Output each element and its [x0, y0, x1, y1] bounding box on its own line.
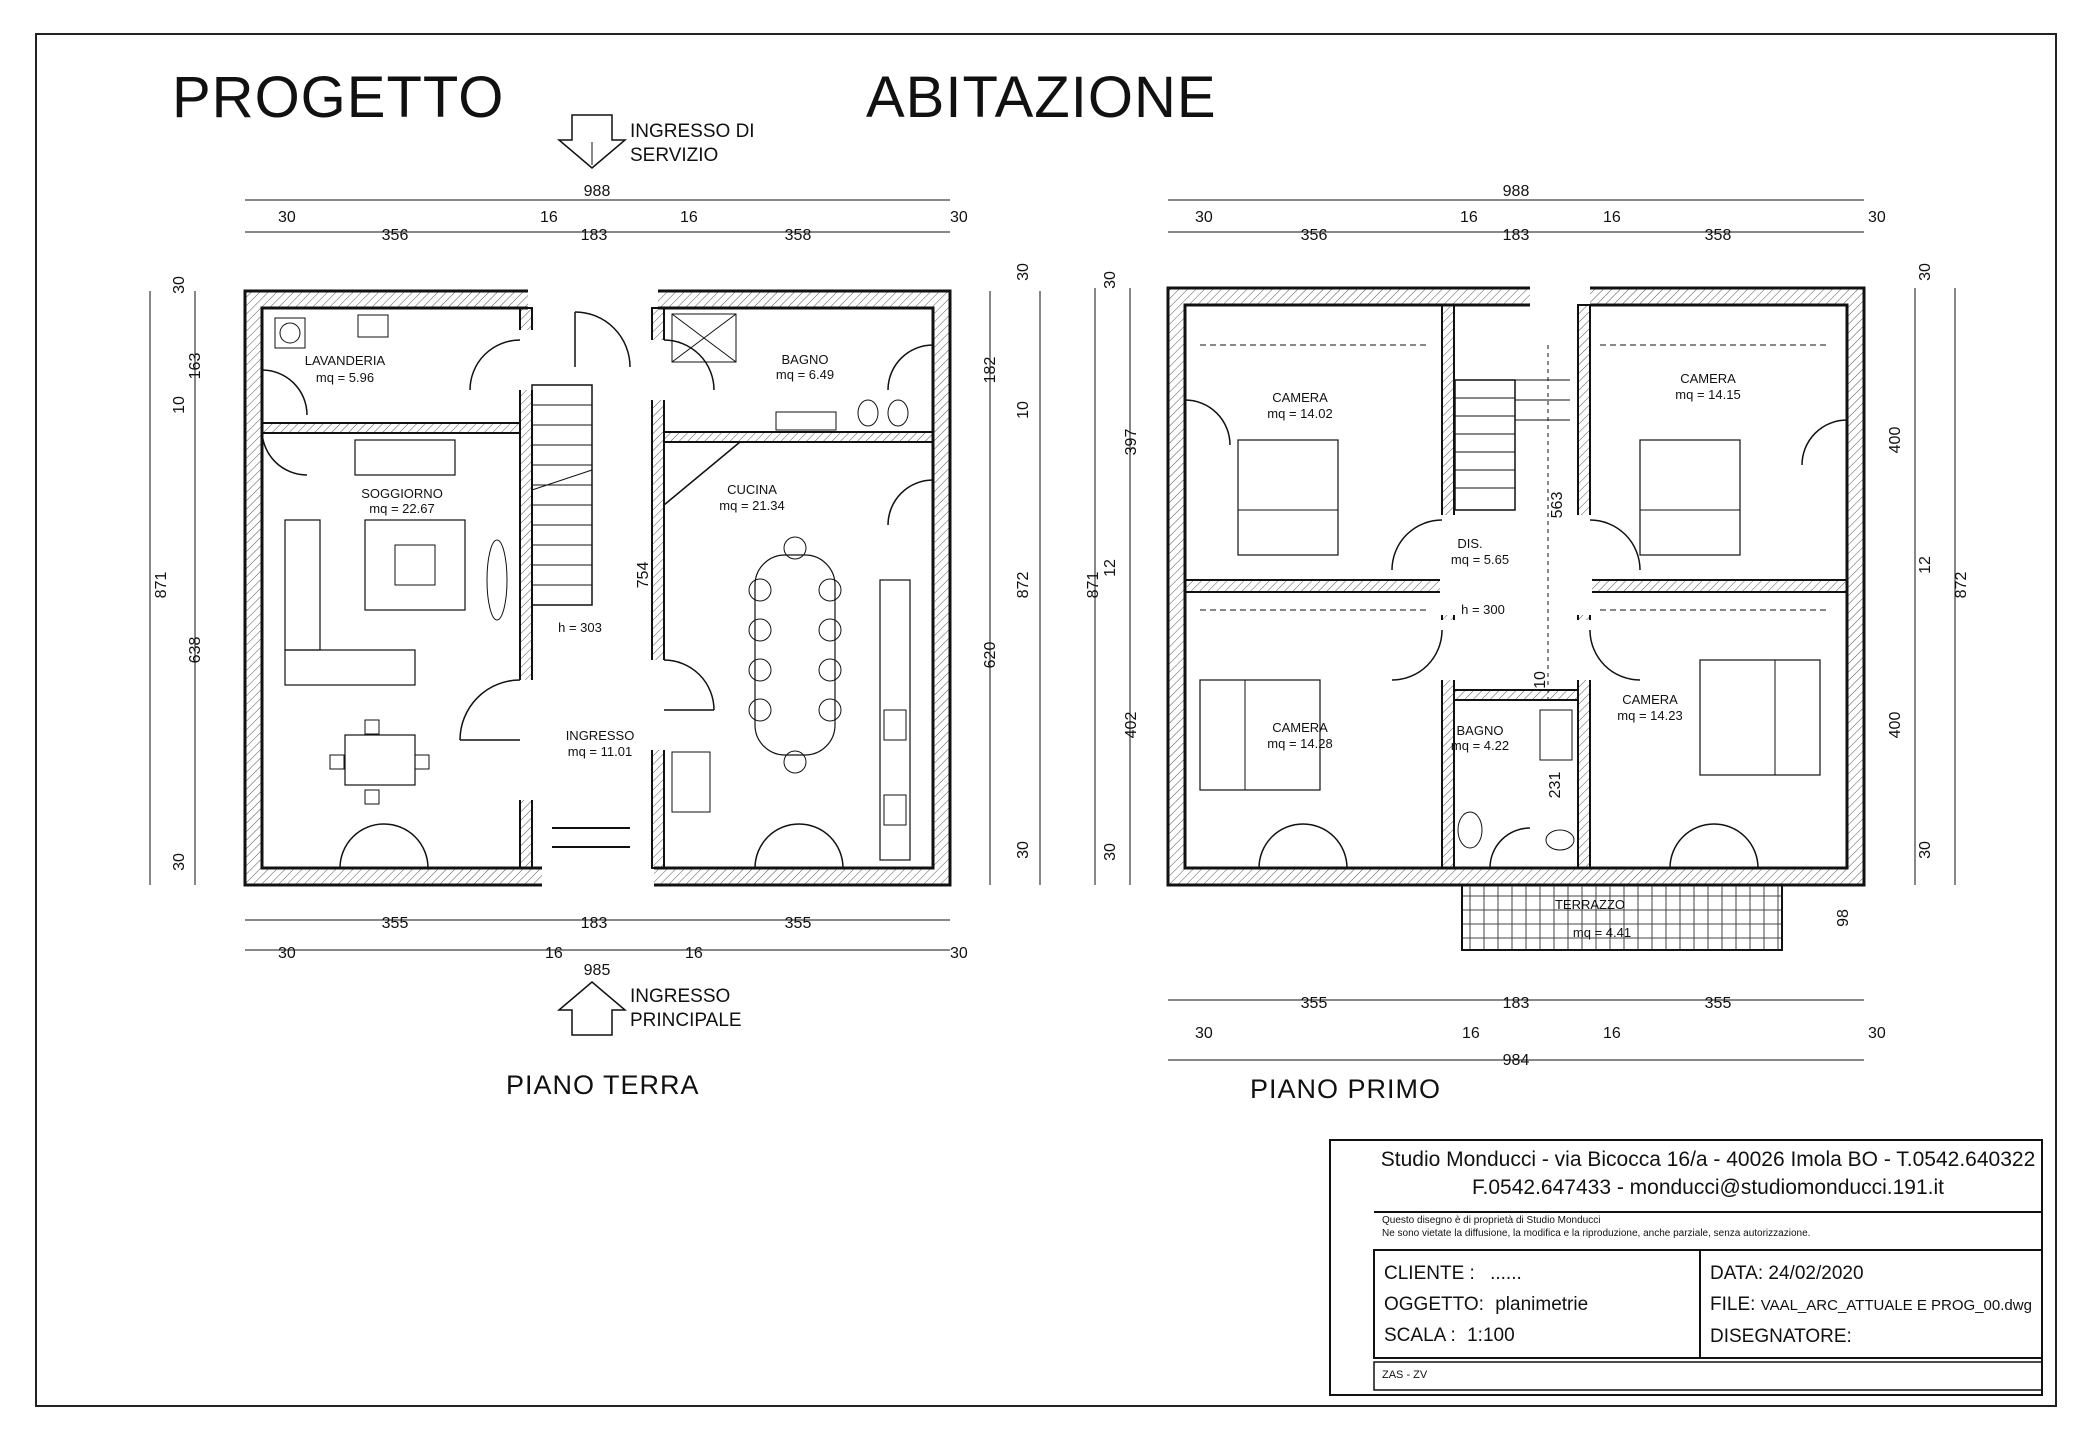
dim-top: 16 [540, 209, 558, 226]
dim-right: 620 [982, 641, 999, 669]
room-area-soggiorno: mq = 22.67 [369, 501, 435, 516]
dim-top: 358 [1704, 227, 1732, 244]
room-name-terrazzo: TERRAZZO [1554, 897, 1626, 912]
dim-left: 30 [1102, 271, 1119, 289]
cliente-label: CLIENTE : [1384, 1263, 1475, 1284]
title-block-right [1710, 1258, 2032, 1352]
room-area-camera: mq = 14.15 [1675, 387, 1741, 402]
disegnatore-label: DISEGNATORE: [1710, 1326, 1852, 1347]
dim-right-total: 872 [1015, 571, 1032, 599]
dim-bottom-small: 16 [545, 945, 563, 962]
data-label: DATA: [1710, 1263, 1764, 1284]
dim-right: 10 [1015, 401, 1032, 419]
room-area-bagno: mq = 4.22 [1450, 738, 1510, 753]
dim-top: 183 [1502, 227, 1530, 244]
dim-left: 30 [171, 853, 188, 871]
scala-label: SCALA : [1384, 1325, 1456, 1346]
dim-left-total: 871 [153, 571, 170, 599]
room-area-camera: mq = 14.28 [1267, 736, 1333, 751]
dim-left-total: 871 [1085, 571, 1102, 599]
dim-top: 30 [950, 209, 968, 226]
main-entrance-line: PRINCIPALE [630, 1010, 742, 1031]
dim-bottom: 355 [1704, 995, 1732, 1012]
dim-bottom: 183 [580, 915, 608, 932]
room-name-bagno: BAGNO [781, 352, 829, 367]
dim-top: 356 [381, 227, 409, 244]
dim-bottom: 183 [1502, 995, 1530, 1012]
oggetto-label: OGGETTO: [1384, 1294, 1484, 1315]
room-name-camera: CAMERA [1272, 720, 1328, 735]
dim-bath: 231 [1547, 771, 1564, 799]
dim-bottom-small: 30 [950, 945, 968, 962]
dim-top: 183 [580, 227, 608, 244]
file-value: VAAL_ARC_ATTUALE E PROG_00.dwg [1760, 1297, 2032, 1314]
dim-bath-wall: 10 [1532, 671, 1549, 689]
room-name-lavanderia: LAVANDERIA [304, 353, 386, 368]
footer-code: ZAS - ZV [1382, 1369, 1428, 1381]
dim-bottom-small: 16 [1462, 1025, 1480, 1042]
room-area-terrazzo: mq = 4.41 [1572, 925, 1632, 940]
dim-total-bottom: 984 [1502, 1052, 1530, 1069]
room-name-cucina: CUCINA [727, 482, 777, 497]
dim-top: 30 [1868, 209, 1886, 226]
service-entrance-line: INGRESSO DI [630, 121, 755, 142]
main-entrance-line: INGRESSO [630, 986, 731, 1007]
dim-left: 30 [1102, 843, 1119, 861]
service-entrance-line: SERVIZIO [630, 145, 719, 166]
dim-total-top: 988 [583, 183, 611, 200]
studio-contacts: F.0542.647433 - monducci@studiomonducci.191.it [1472, 1176, 1944, 1199]
dim-stair: 563 [1549, 491, 1566, 519]
dim-right: 30 [1015, 263, 1032, 281]
main-entrance-label [630, 985, 742, 1033]
room-name-ingresso: INGRESSO [565, 728, 635, 743]
room-name-camera: CAMERA [1622, 692, 1678, 707]
room-height: h = 300 [1461, 602, 1505, 617]
dim-stair: 754 [635, 561, 652, 589]
first-floor-plan [1168, 285, 1864, 950]
dim-total-top: 988 [1502, 183, 1530, 200]
studio-info [1374, 1146, 2042, 1202]
dim-left: 638 [187, 636, 204, 664]
dim-top: 358 [784, 227, 812, 244]
ground-dimension-lines [150, 115, 1040, 1035]
file-label: FILE: [1710, 1294, 1756, 1315]
room-area-dis: mq = 5.65 [1450, 552, 1510, 567]
dim-top: 30 [278, 209, 296, 226]
dim-top: 16 [1603, 209, 1621, 226]
ground-floor-label: PIANO TERRA [506, 1070, 700, 1100]
dim-top: 356 [1300, 227, 1328, 244]
room-area-cucina: mq = 21.34 [719, 498, 785, 513]
dim-bottom-small: 30 [1195, 1025, 1213, 1042]
dim-right-total: 872 [1953, 571, 1970, 599]
scala-value: 1:100 [1467, 1325, 1515, 1346]
dim-bottom-small: 30 [278, 945, 296, 962]
data-value: 24/02/2020 [1768, 1263, 1864, 1284]
dim-bottom-small: 30 [1868, 1025, 1886, 1042]
dim-right: 30 [1015, 841, 1032, 859]
dim-left: 10 [171, 396, 188, 414]
title-abitazione: ABITAZIONE [866, 65, 1217, 130]
room-area-lavanderia: mq = 5.96 [315, 370, 375, 385]
studio-address: Studio Monducci - via Bicocca 16/a - 40026 Imola BO - T.0542.640322 [1380, 1148, 2036, 1171]
dim-bottom-small: 16 [1603, 1025, 1621, 1042]
room-name-camera: CAMERA [1272, 390, 1328, 405]
dim-right: 182 [982, 356, 999, 384]
room-area-ingresso: mq = 11.01 [567, 744, 633, 759]
cliente-value: ...... [1490, 1263, 1522, 1284]
dim-top: 30 [1195, 209, 1213, 226]
dim-right: 400 [1887, 426, 1904, 454]
dim-left: 12 [1102, 559, 1119, 577]
oggetto-value: planimetrie [1495, 1294, 1589, 1315]
copyright-note [1382, 1214, 1810, 1240]
dim-top: 16 [1460, 209, 1478, 226]
room-name-camera: CAMERA [1680, 371, 1736, 386]
dim-top: 16 [680, 209, 698, 226]
copyright-line: Ne sono vietate la diffusione, la modifica e la riproduzione, anche parziale, senza autorizzazione. [1382, 1228, 1811, 1239]
first-floor-label: PIANO PRIMO [1250, 1074, 1442, 1104]
dim-left: 402 [1123, 711, 1140, 739]
dim-left: 30 [171, 276, 188, 294]
dim-bottom: 355 [381, 915, 409, 932]
dim-bottom: 355 [784, 915, 812, 932]
copyright-line: Questo disegno è di proprietà di Studio Monducci [1382, 1215, 1601, 1226]
dim-bottom: 355 [1300, 995, 1328, 1012]
room-name-dis: DIS. [1457, 536, 1483, 551]
dim-right: 30 [1917, 263, 1934, 281]
dim-terrace: 98 [1835, 909, 1852, 927]
service-entrance-label [630, 120, 755, 168]
room-area-camera: mq = 14.02 [1267, 406, 1333, 421]
dim-right: 30 [1917, 841, 1934, 859]
dim-total-bottom: 985 [583, 962, 611, 979]
title-progetto: PROGETTO [172, 65, 505, 130]
room-name-bagno: BAGNO [1456, 723, 1504, 738]
room-height: h = 303 [558, 620, 602, 635]
dim-left: 397 [1123, 428, 1140, 456]
dim-bottom-small: 16 [685, 945, 703, 962]
dim-left: 163 [187, 352, 204, 380]
title-block-left [1384, 1258, 1588, 1351]
dim-right: 12 [1917, 556, 1934, 574]
room-name-soggiorno: SOGGIORNO [361, 486, 443, 501]
room-area-bagno: mq = 6.49 [775, 367, 835, 382]
dim-right: 400 [1887, 711, 1904, 739]
room-area-camera: mq = 14.23 [1617, 708, 1683, 723]
